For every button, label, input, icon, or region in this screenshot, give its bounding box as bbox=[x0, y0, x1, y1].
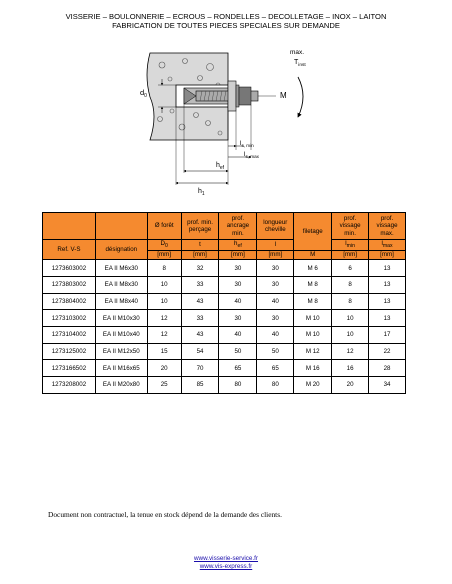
table-cell: 20 bbox=[147, 360, 181, 377]
table-cell: EA II M12x50 bbox=[95, 343, 147, 360]
header-max-screw-depth: prof. vissage max. bbox=[369, 213, 406, 240]
table-cell: 17 bbox=[369, 326, 406, 343]
header-min-drill-depth: prof. min. perçage bbox=[181, 213, 219, 240]
anchor-installation-diagram bbox=[130, 45, 330, 200]
table-cell: 33 bbox=[181, 310, 219, 327]
header-anchor-length: longueur cheville bbox=[257, 213, 294, 240]
table-cell: 16 bbox=[332, 360, 369, 377]
table-cell: M 20 bbox=[294, 377, 332, 394]
table-cell: EA II M16x65 bbox=[95, 360, 147, 377]
table-cell: 30 bbox=[219, 260, 257, 277]
table-cell: 40 bbox=[257, 326, 294, 343]
header-drill-diameter: Ø forêt bbox=[147, 213, 181, 240]
disclaimer-note: Document non contractuel, la tenue en stock dépend de la demande des clients. bbox=[48, 510, 282, 519]
table-cell: EA II M8x30 bbox=[95, 276, 147, 293]
header-thread: filetage bbox=[294, 213, 332, 251]
table-cell: 10 bbox=[147, 293, 181, 310]
table-cell: 13 bbox=[369, 310, 406, 327]
table-cell: 10 bbox=[332, 310, 369, 327]
symbol-hef: $h_{ef}$ bbox=[219, 240, 257, 251]
table-cell: M 10 bbox=[294, 310, 332, 327]
table-cell: M 10 bbox=[294, 326, 332, 343]
table-body bbox=[43, 260, 406, 394]
header-cell-empty bbox=[95, 213, 147, 240]
h1-label: $h_1$ bbox=[198, 188, 205, 197]
symbol-lmin: $l_{min}$ bbox=[332, 240, 369, 251]
ls-max-label: $l_{s, max}$ bbox=[244, 151, 259, 159]
header-min-anchor-depth: prof. ancrage min. bbox=[219, 213, 257, 240]
table-cell: 50 bbox=[219, 343, 257, 360]
header-line-2: FABRICATION DE TOUTES PIECES SPECIALES SUR DEMANDE bbox=[112, 21, 340, 30]
table-row bbox=[43, 276, 406, 293]
table-cell: M 16 bbox=[294, 360, 332, 377]
table-cell: 30 bbox=[257, 260, 294, 277]
table-cell: M 12 bbox=[294, 343, 332, 360]
header-row-symbols bbox=[43, 240, 406, 251]
table-cell: 25 bbox=[147, 377, 181, 394]
table-cell: 34 bbox=[369, 377, 406, 394]
table-cell: 1273804002 bbox=[43, 293, 96, 310]
hef-label: $h_{ef}$ bbox=[216, 162, 225, 171]
table-cell: 32 bbox=[181, 260, 219, 277]
table-cell: 1273603002 bbox=[43, 260, 96, 277]
hex-nut bbox=[239, 87, 251, 105]
table-cell: EA II M20x80 bbox=[95, 377, 147, 394]
table-cell: 1273208002 bbox=[43, 377, 96, 394]
unit-cell: [mm] bbox=[219, 251, 257, 260]
table-row bbox=[43, 377, 406, 394]
table-cell: 80 bbox=[257, 377, 294, 394]
thread-m-label: M bbox=[280, 91, 287, 100]
table-cell: 8 bbox=[332, 276, 369, 293]
table-cell: 40 bbox=[219, 326, 257, 343]
table-cell: 20 bbox=[332, 377, 369, 394]
table-cell: 1273166502 bbox=[43, 360, 96, 377]
header-line-1: VISSERIE – BOULONNERIE – ECROUS – RONDELLES – DECOLLETAGE – INOX – LAITON bbox=[65, 12, 387, 21]
header-min-screw-depth: prof. vissage min. bbox=[332, 213, 369, 240]
table-cell: 33 bbox=[181, 276, 219, 293]
header-ref: Ref. V-S bbox=[43, 240, 96, 260]
washer bbox=[236, 85, 239, 107]
table-cell: 85 bbox=[181, 377, 219, 394]
table-cell: 1273803002 bbox=[43, 276, 96, 293]
link-vis-express[interactable]: www.vis-express.fr bbox=[199, 563, 253, 570]
header-row-labels bbox=[43, 213, 406, 240]
table-cell: 30 bbox=[219, 310, 257, 327]
footer-links bbox=[0, 555, 452, 571]
table-cell: 30 bbox=[257, 310, 294, 327]
symbol-lmax: $l_{max}$ bbox=[369, 240, 406, 251]
link-visserie-service[interactable]: www.visserie-service.fr bbox=[193, 555, 259, 562]
table-cell: M 8 bbox=[294, 293, 332, 310]
table-cell: 15 bbox=[147, 343, 181, 360]
ls-min-label: $l_{s, min}$ bbox=[240, 140, 254, 148]
table-cell: 80 bbox=[219, 377, 257, 394]
table-cell: 8 bbox=[332, 293, 369, 310]
table-cell: 22 bbox=[369, 343, 406, 360]
table-cell: 30 bbox=[219, 276, 257, 293]
table-row bbox=[43, 360, 406, 377]
unit-cell: [mm] bbox=[181, 251, 219, 260]
fixture-plate bbox=[228, 81, 236, 111]
table-cell: 12 bbox=[147, 326, 181, 343]
table-cell: EA II M8x40 bbox=[95, 293, 147, 310]
max-label: max. bbox=[290, 49, 305, 56]
table-cell: 28 bbox=[369, 360, 406, 377]
table-row bbox=[43, 326, 406, 343]
specifications-table bbox=[42, 212, 406, 394]
unit-cell: [mm] bbox=[147, 251, 181, 260]
torque-arrow bbox=[298, 77, 303, 117]
table-cell: 43 bbox=[181, 326, 219, 343]
symbol-d0: $D_0$ bbox=[147, 240, 181, 251]
unit-cell: [mm] bbox=[257, 251, 294, 260]
table-row bbox=[43, 260, 406, 277]
table-cell: 70 bbox=[181, 360, 219, 377]
unit-cell: [mm] bbox=[369, 251, 406, 260]
table-cell: 30 bbox=[257, 276, 294, 293]
symbol-m: M bbox=[294, 251, 332, 260]
header-designation: désignation bbox=[95, 240, 147, 260]
table-cell: 40 bbox=[257, 293, 294, 310]
table-cell: 1273125002 bbox=[43, 343, 96, 360]
table-cell: 8 bbox=[147, 260, 181, 277]
table-cell: 54 bbox=[181, 343, 219, 360]
table-cell: 50 bbox=[257, 343, 294, 360]
symbol-l: l bbox=[257, 240, 294, 251]
table-cell: 13 bbox=[369, 293, 406, 310]
header-cell-empty bbox=[43, 213, 96, 240]
symbol-t: t bbox=[181, 240, 219, 251]
table-cell: 43 bbox=[181, 293, 219, 310]
table-cell: 12 bbox=[147, 310, 181, 327]
table-cell: 1273104002 bbox=[43, 326, 96, 343]
table-cell: EA II M10x30 bbox=[95, 310, 147, 327]
d0-label: $d_0$ bbox=[140, 88, 147, 99]
table-cell: M 6 bbox=[294, 260, 332, 277]
table-cell: 12 bbox=[332, 343, 369, 360]
table-row bbox=[43, 293, 406, 310]
table-cell: 65 bbox=[219, 360, 257, 377]
table-cell: 65 bbox=[257, 360, 294, 377]
table-cell: 6 bbox=[332, 260, 369, 277]
table-cell: 13 bbox=[369, 260, 406, 277]
table-cell: 10 bbox=[147, 276, 181, 293]
table-cell: 1273103002 bbox=[43, 310, 96, 327]
table-row bbox=[43, 310, 406, 327]
table-cell: EA II M6x30 bbox=[95, 260, 147, 277]
table-cell: EA II M10x40 bbox=[95, 326, 147, 343]
table-cell: 40 bbox=[219, 293, 257, 310]
torque-label: $T_{inst}$ bbox=[294, 59, 306, 68]
table-cell: 10 bbox=[332, 326, 369, 343]
page-header bbox=[0, 12, 452, 30]
unit-cell: [mm] bbox=[332, 251, 369, 260]
table-row bbox=[43, 343, 406, 360]
table-cell: 13 bbox=[369, 276, 406, 293]
table-cell: M 8 bbox=[294, 276, 332, 293]
